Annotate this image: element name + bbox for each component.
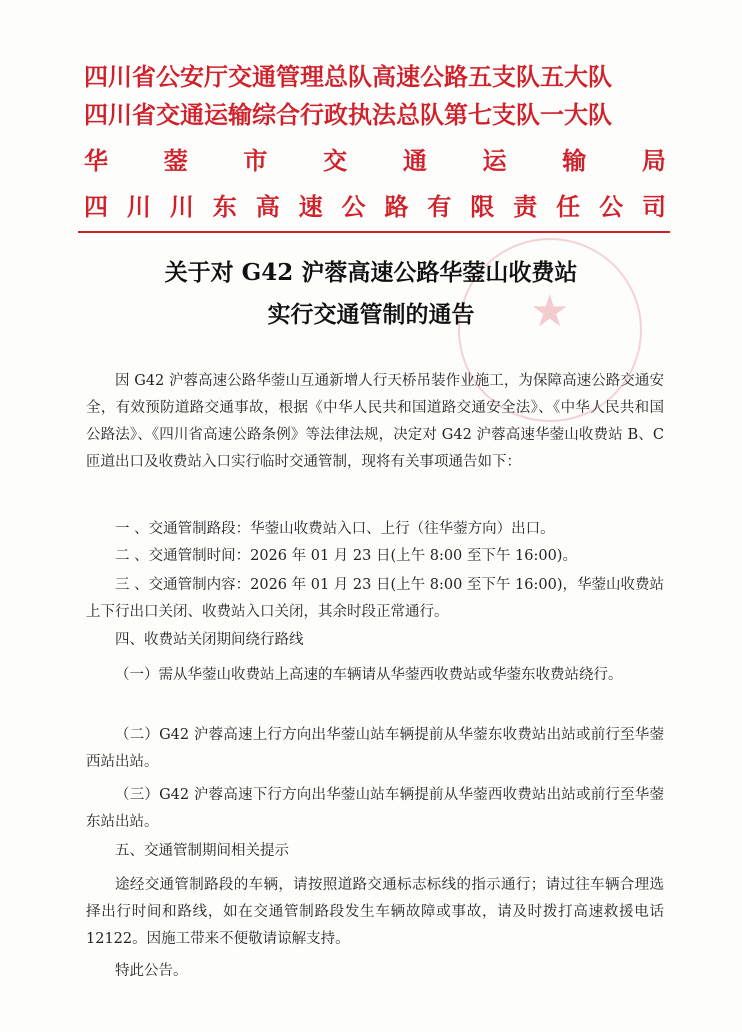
closing-remark: 特此公告。 [115, 963, 188, 979]
issuer-line-2: 四川省交通运输综合行政执法总队第七支队一大队 [84, 101, 612, 129]
body-intro: 因 G42 沪蓉高速公路华蓥山互通新增人行天桥吊装作业施工，为保障高速公路交通安全，有效预防道路交通事故，根据《中华人民共和国道路交通安全法》、《中华人民共和国公路法》、《四川省高速公路条例》等法律法规，决定对 G42 沪蓉高速华蓥山收费站 B、C 匝道出口及收费站入口实行临时交通管制，现将有关事项通告如下： [86, 373, 664, 470]
header-divider [78, 231, 670, 233]
document-title-line-2: 实行交通管制的通告 [267, 301, 475, 328]
issuer-line-4: 四 川 川 东 高 速 公 路 有 限 责 任 公 司 [84, 193, 666, 221]
star-seal-icon: ★ [530, 286, 570, 337]
detour-item-1: （一）需从华蓥山收费站上高速的车辆请从华蓥西收费站或华蓥东收费站绕行。 [115, 667, 623, 683]
section-5-body: 途经交通管制路段的车辆，请按照道路交通标志标线的指示通行；请过往车辆合理选择出行时间和路线，如在交通管制路段发生车辆故障或事故，请及时拨打高速救援电话 12122。因施工带来不便敬请谅解支持。 [86, 877, 664, 947]
detour-item-2: （二）G42 沪蓉高速上行方向出华蓥山站车辆提前从华蓥东收费站出站或前行至华蓥西站出站。 [86, 727, 664, 770]
detour-item-3: （三）G42 沪蓉高速下行方向出华蓥山站车辆提前从华蓥西收费站出站或前行至华蓥东站出站。 [86, 787, 664, 830]
section-4-heading: 四、收费站关闭期间绕行路线 [115, 632, 304, 648]
body-item-3: 三 、交通管制内容：2026 年 01 月 23 日(上午 8:00 至下午 16:00)，华蓥山收费站上下行出口关闭、收费站入口关闭，其余时段正常通行。 [86, 577, 664, 620]
document-title-line-1: 关于对 G42 沪蓉高速公路华蓥山收费站 [164, 259, 578, 286]
body-item-1: 一 、交通管制路段：华蓥山收费站入口、上行（往华蓥方向）出口。 [115, 521, 555, 537]
issuer-line-1: 四川省公安厅交通管理总队高速公路五支队五大队 [84, 63, 612, 91]
body-item-2: 二 、交通管制时间：2026 年 01 月 23 日(上午 8:00 至下午 16:00)。 [115, 548, 577, 564]
section-5-heading: 五、交通管制期间相关提示 [115, 843, 289, 859]
issuer-line-3: 华 蓥 市 交 通 运 输 局 [84, 147, 666, 175]
